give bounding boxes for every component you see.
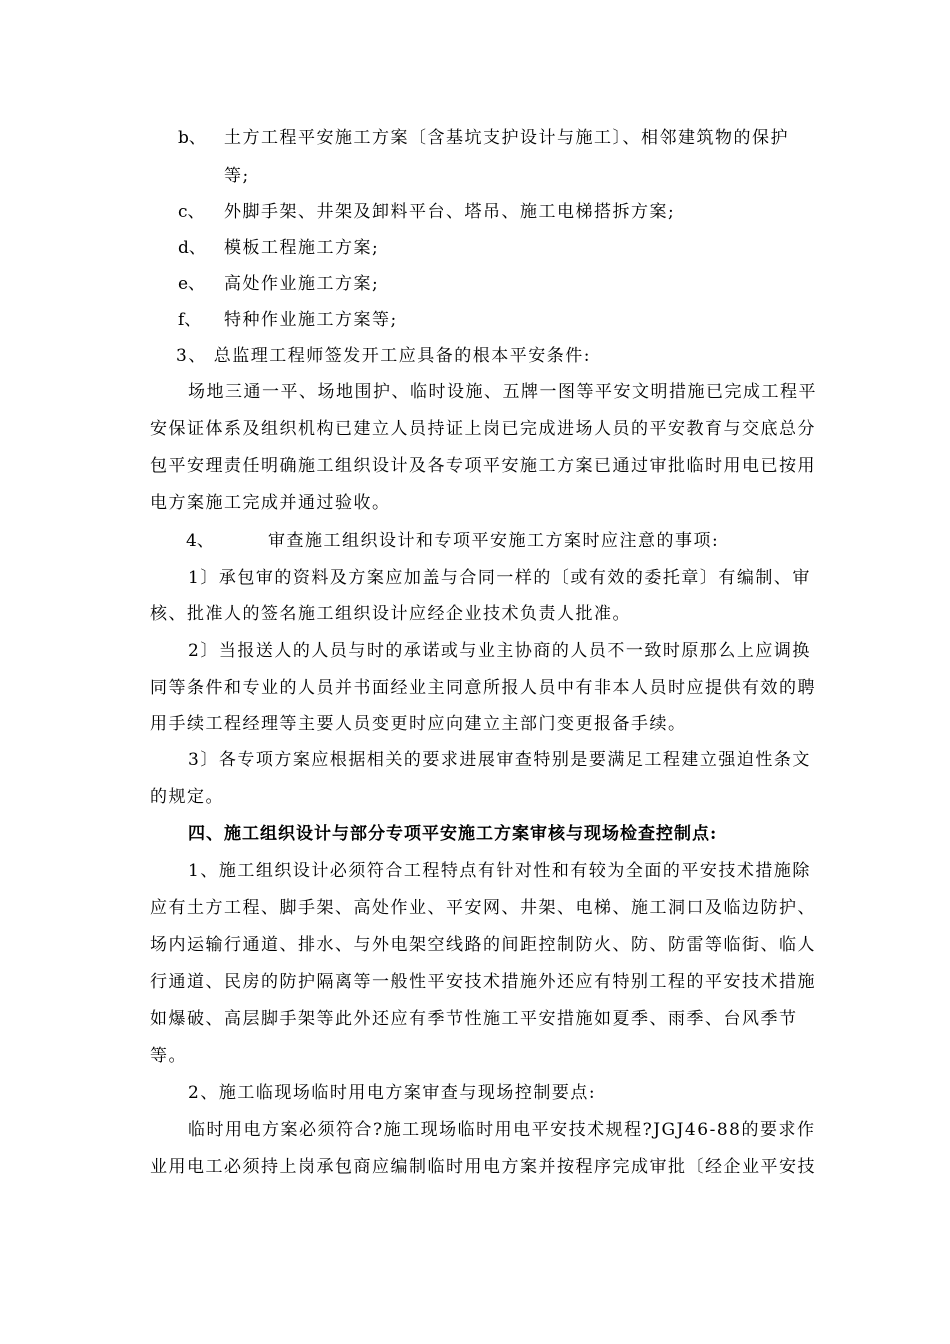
list-marker-d: d、 — [178, 238, 206, 258]
list-item-b-line-2: 等; — [224, 166, 250, 186]
item3-body-line-4: 电方案施工完成并通过验收。 — [150, 493, 391, 513]
section4-p1-line-2: 应有土方工程、脚手架、高处作业、平安网、井架、电梯、施工洞口及临边防护、 — [150, 898, 816, 918]
section4-heading: 四、施工组织设计与部分专项平安施工方案审核与现场检查控制点: — [188, 824, 718, 844]
list-item-b-line-1: 土方工程平安施工方案〔含基坑支护设计与施工〕、相邻建筑物的保护 — [224, 128, 789, 148]
item4-number: 4、 — [186, 531, 214, 551]
list-item-c-line-1: 外脚手架、井架及卸料平台、塔吊、施工电梯搭拆方案; — [224, 202, 676, 222]
item4-sub3-line-1: 3〕各专项方案应根据相关的要求进展审查特别是要满足工程建立强迫性条文 — [188, 750, 811, 770]
list-item-d-line-1: 模板工程施工方案; — [224, 238, 380, 258]
item4-sub2-line-1: 2〕当报送人的人员与时的承诺或与业主协商的人员不一致时原那么上应调换 — [188, 641, 811, 661]
item3-body-line-2: 安保证体系及组织机构已建立人员持证上岗已完成进场人员的平安教育与交底总分 — [150, 419, 816, 439]
item4-sub2-line-2: 同等条件和专业的人员并书面经业主同意所报人员中有非本人员时应提供有效的聘 — [150, 678, 816, 698]
section4-p1-line-6: 等。 — [150, 1046, 187, 1066]
list-marker-e: e、 — [178, 274, 206, 294]
item3-body-line-3: 包平安理责任明确施工组织设计及各专项平安施工方案已通过审批临时用电已按用 — [150, 456, 816, 476]
list-item-e-line-1: 高处作业施工方案; — [224, 274, 380, 294]
list-marker-c: c、 — [178, 202, 205, 222]
section4-p1-line-1: 1、施工组织设计必须符合工程特点有针对性和有较为全面的平安技术措施除 — [188, 861, 811, 881]
item4-sub1-line-2: 核、批准人的签名施工组织设计应经企业技术负责人批准。 — [150, 604, 631, 624]
section4-p2-heading: 2、施工临现场临时用电方案审查与现场控制要点: — [188, 1083, 597, 1103]
section4-p1-line-4: 行通道、民房的防护隔离等一般性平安技术措施外还应有特别工程的平安技术措施 — [150, 972, 816, 992]
item3-heading: 3、 总监理工程师签发开工应具备的根本平安条件: — [176, 346, 591, 366]
section4-p1-line-3: 场内运输行通道、排水、与外电架空线路的间距控制防火、防、防雷等临街、临人 — [150, 935, 816, 955]
list-item-f-line-1: 特种作业施工方案等; — [224, 310, 398, 330]
item3-body-line-1: 场地三通一平、场地围护、临时设施、五牌一图等平安文明措施已完成工程平 — [188, 382, 817, 402]
item4-sub3-line-2: 的规定。 — [150, 787, 224, 807]
section4-p2-line-2: 业用电工必须持上岗承包商应编制临时用电方案并按程序完成审批〔经企业平安技 — [150, 1157, 816, 1177]
item4-sub2-line-3: 用手续工程经理等主要人员变更时应向建立主部门变更报备手续。 — [150, 714, 687, 734]
list-marker-b: b、 — [178, 128, 206, 148]
item4-sub1-line-1: 1〕承包审的资料及方案应加盖与合同一样的〔或有效的委托章〕有编制、审 — [188, 568, 811, 588]
section4-p1-line-5: 如爆破、高层脚手架等此外还应有季节性施工平安措施如夏季、雨季、台风季节 — [150, 1009, 798, 1029]
section4-p2-line-1: 临时用电方案必须符合?施工现场临时用电平安技术规程?JGJ46-88的要求作 — [188, 1120, 816, 1140]
list-marker-f: f、 — [178, 310, 202, 330]
item4-heading: 审查施工组织设计和专项平安施工方案时应注意的事项: — [268, 531, 720, 551]
